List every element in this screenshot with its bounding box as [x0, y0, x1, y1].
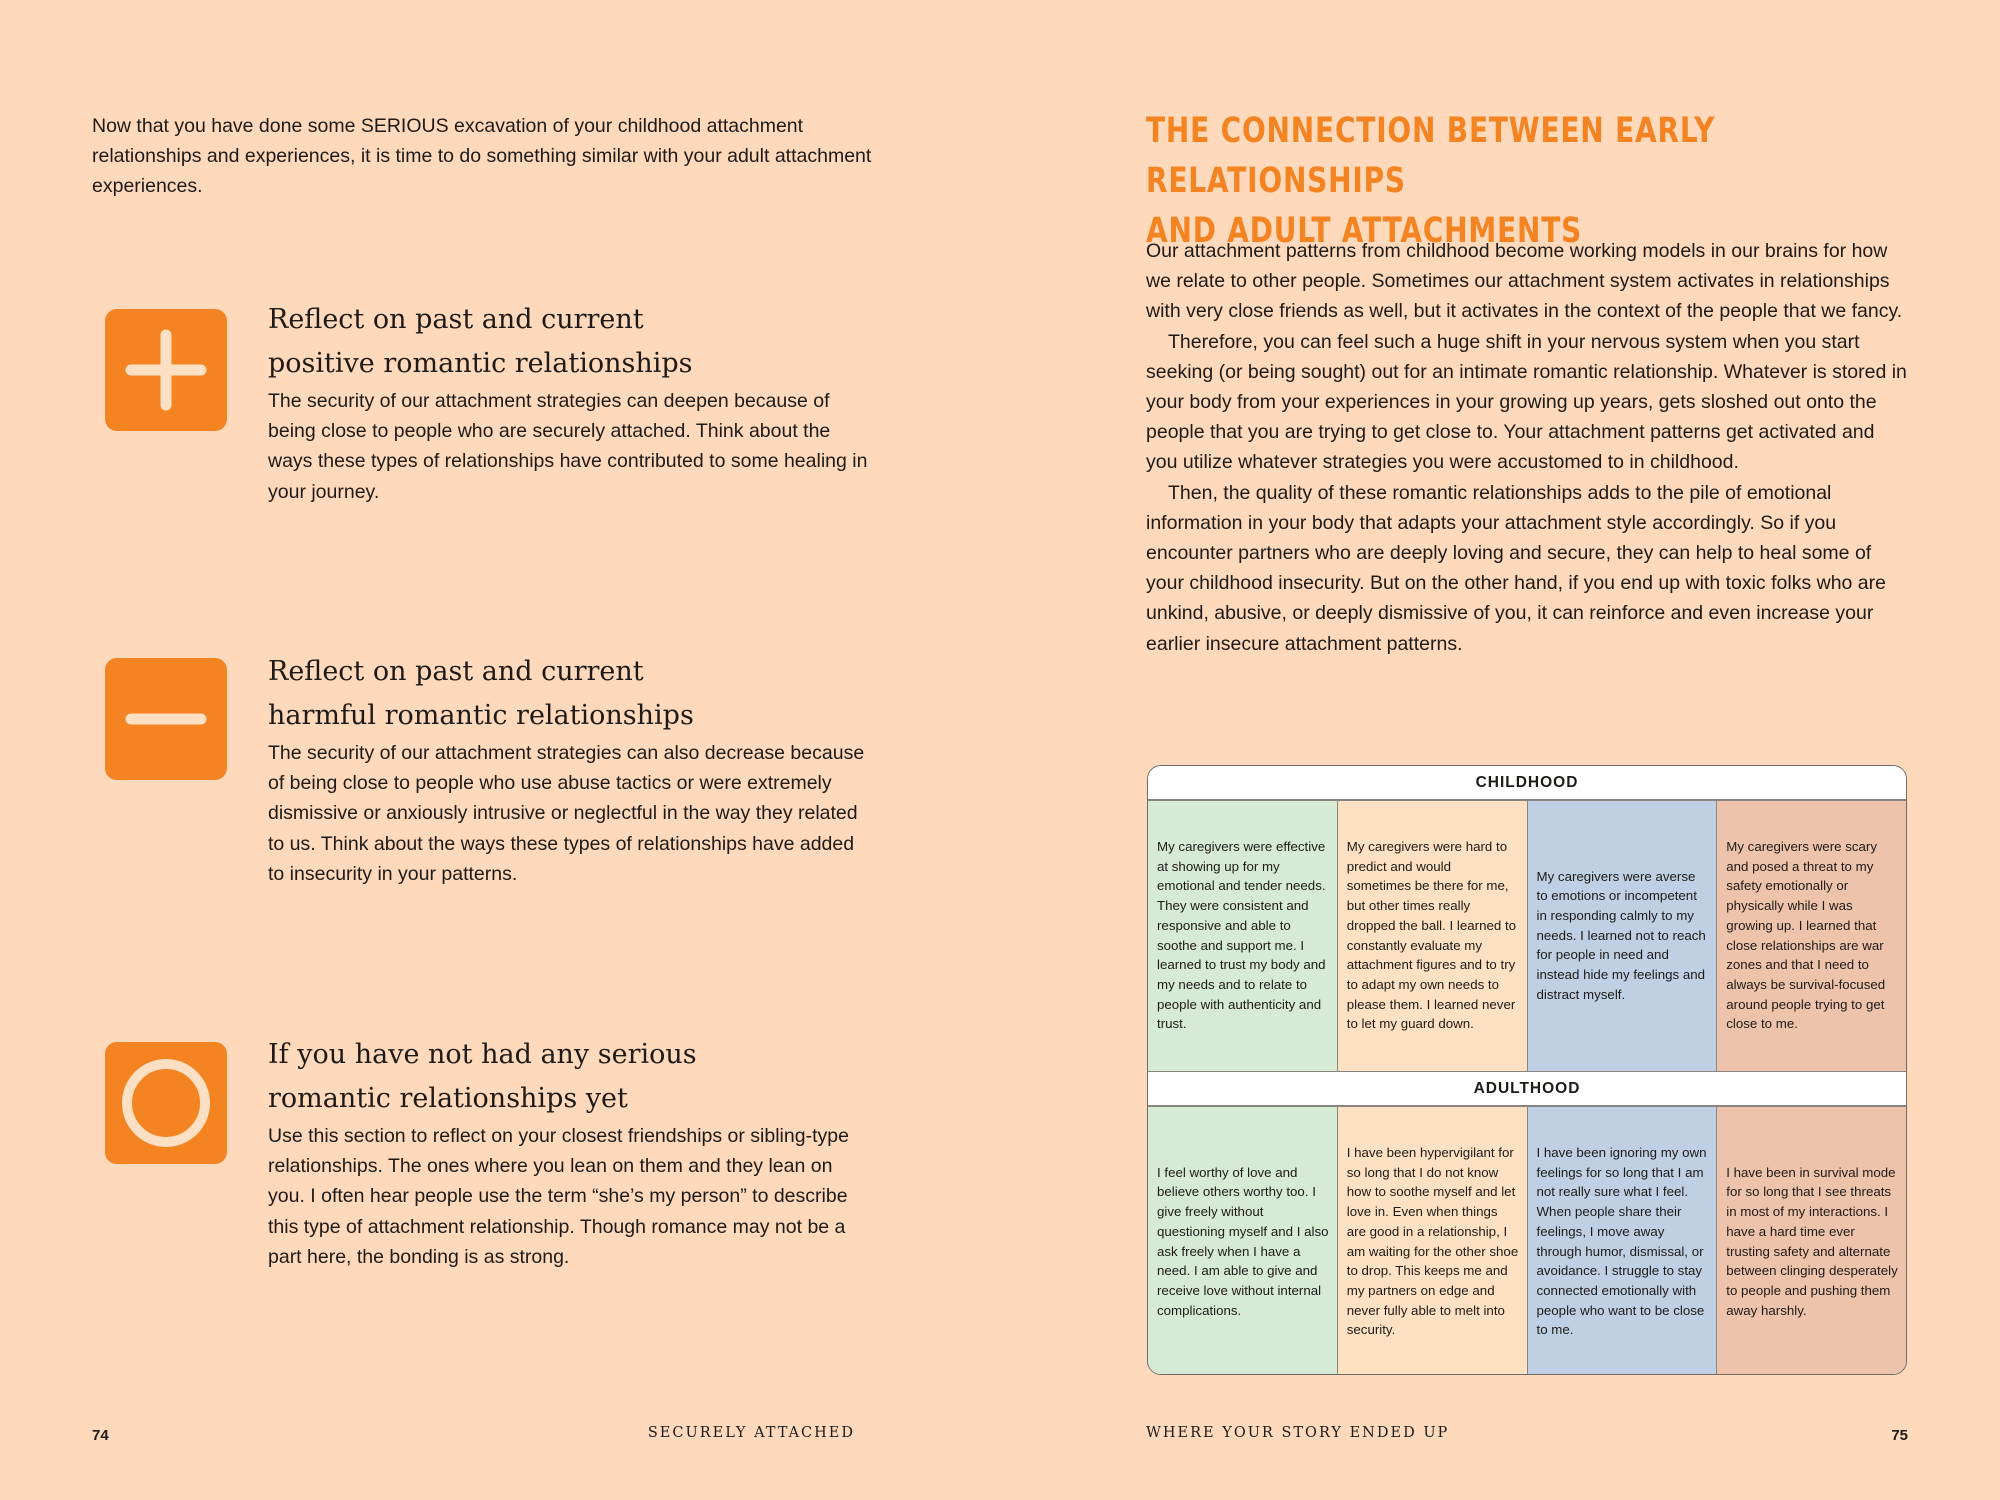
childhood-avoidant-cell: My caregivers were averse to emotions or incompetent in responding calmly to my needs. I learned not to reach for people in need and instead hide my feelings and distract myself. [1528, 801, 1718, 1071]
childhood-disorganized-cell: My caregivers were scary and posed a threat to my safety emotionally or physically while I was growing up. I learned that close relationships are war zones and that I need to always be survival-focused around people trying to get close to me. [1717, 801, 1906, 1071]
heading-line: THE CONNECTION BETWEEN EARLY RELATIONSHIPS [1146, 111, 1716, 201]
section-body: Use this section to reflect on your closest friendships or sibling-type relationships. The ones where you lean on them and they lean on you. I often hear people use the term “she’s my person” to describe this type of attachment relationship. Though romance may not be a part here, the bonding is as strong. [268, 1125, 849, 1268]
section-title-line: positive romantic relationships [268, 348, 693, 379]
attachment-table [1147, 765, 1907, 1375]
body-paragraph: Therefore, you can feel such a huge shift in your nervous system when you start seeking (or being sought) out for an intimate romantic relationship. Whatever is stored in your body from your experiences in your growing up years, gets sloshed out onto the people that you are trying to get close to. Your attachment patterns get activated and you utilize whatever strategies you were accustomed to in childhood. [1146, 330, 1907, 474]
adulthood-disorganized-cell: I have been in survival mode for so long that I see threats in most of my interactions. I have a hard time ever trusting safety and alternate between clinging desperately to people and pushing them away harshly. [1717, 1107, 1906, 1376]
childhood-anxious-cell: My caregivers were hard to predict and would sometimes be there for me, but other times really dropped the ball. I learned to constantly evaluate my attachment figures and to try to adapt my own needs to please them. I learned never to let my guard down. [1338, 801, 1528, 1071]
childhood-row [1148, 801, 1906, 1071]
section-body: The security of our attachment strategies can deepen because of being close to people who are securely attached. Think about the ways these types of relationships have contributed to some healing in your journey. [268, 390, 868, 503]
minus-icon [105, 658, 227, 780]
section-title-line: Reflect on past and current [268, 304, 644, 335]
section-title [268, 650, 888, 738]
section-title-line: romantic relationships yet [268, 1083, 628, 1114]
section-title [268, 1033, 888, 1121]
childhood-header: CHILDHOOD [1148, 766, 1906, 799]
adulthood-row [1148, 1107, 1906, 1376]
section-body: The security of our attachment strategies can also decrease because of being close to people who use abuse tactics or were extremely dismissive or anxiously intrusive or neglectful in the way they related to us. Think about the ways these types of relationships have added to insecurity in your patterns. [268, 742, 865, 885]
childhood-secure-cell: My caregivers were effective at showing up for my emotional and tender needs. They were consistent and responsive and able to soothe and support me. I learned to trust my body and my needs and to relate to people with authenticity and trust. [1148, 801, 1338, 1071]
section-title-line: harmful romantic relationships [268, 700, 694, 731]
adulthood-secure-cell: I feel worthy of love and believe others worthy too. I give freely without questioning myself and I also ask freely when I have a need. I am able to give and receive love without internal complications. [1148, 1107, 1338, 1376]
running-head-left: SECURELY ATTACHED [647, 1425, 855, 1441]
section-none-yet [268, 1033, 888, 1272]
body-paragraph: Then, the quality of these romantic relationships adds to the pile of emotional information in your body that adapts your attachment style accordingly. So if you encounter partners who are deeply loving and secure, they can help to heal some of your childhood insecurity. But on the other hand, if you end up with toxic folks who are unkind, abusive, or deeply dismissive of you, it can reinforce and even increase your earlier insecure attachment patterns. [1146, 481, 1886, 655]
running-head-right: WHERE YOUR STORY ENDED UP [1146, 1425, 1450, 1441]
body-text [1146, 236, 1908, 659]
adulthood-avoidant-cell: I have been ignoring my own feelings for so long that I am not really sure what I feel. When people share their feelings, I move away through humor, dismissal, or avoidance. I struggle to stay connected emotionally with people who want to be close to me. [1528, 1107, 1718, 1376]
body-paragraph: Our attachment patterns from childhood become working models in our brains for how we relate to other people. Sometimes our attachment system activates in relationships with very close friends as well, but it activates in the context of the people that we fancy. [1146, 240, 1903, 323]
section-title-line: If you have not had any serious [268, 1039, 697, 1070]
page-number-right: 75 [1891, 1427, 1908, 1444]
section-harmful [268, 650, 888, 889]
adulthood-header: ADULTHOOD [1148, 1072, 1906, 1105]
adulthood-anxious-cell: I have been hypervigilant for so long that I do not know how to soothe myself and let love in. Even when things are good in a relationship, I am waiting for the other shoe to drop. This keeps me and my partners on edge and never fully able to melt into security. [1338, 1107, 1528, 1376]
section-positive [268, 298, 888, 507]
heading-line: AND ADULT ATTACHMENTS [1146, 211, 1583, 251]
page-number-left: 74 [92, 1427, 109, 1444]
page-heading [1146, 106, 1786, 256]
intro-paragraph: Now that you have done some SERIOUS excavation of your childhood attachment relationships and experiences, it is time to do something similar with your adult attachment experiences. [92, 115, 872, 197]
section-title-line: Reflect on past and current [268, 656, 644, 687]
section-title [268, 298, 888, 386]
circle-icon [105, 1042, 227, 1164]
plus-icon [105, 309, 227, 431]
